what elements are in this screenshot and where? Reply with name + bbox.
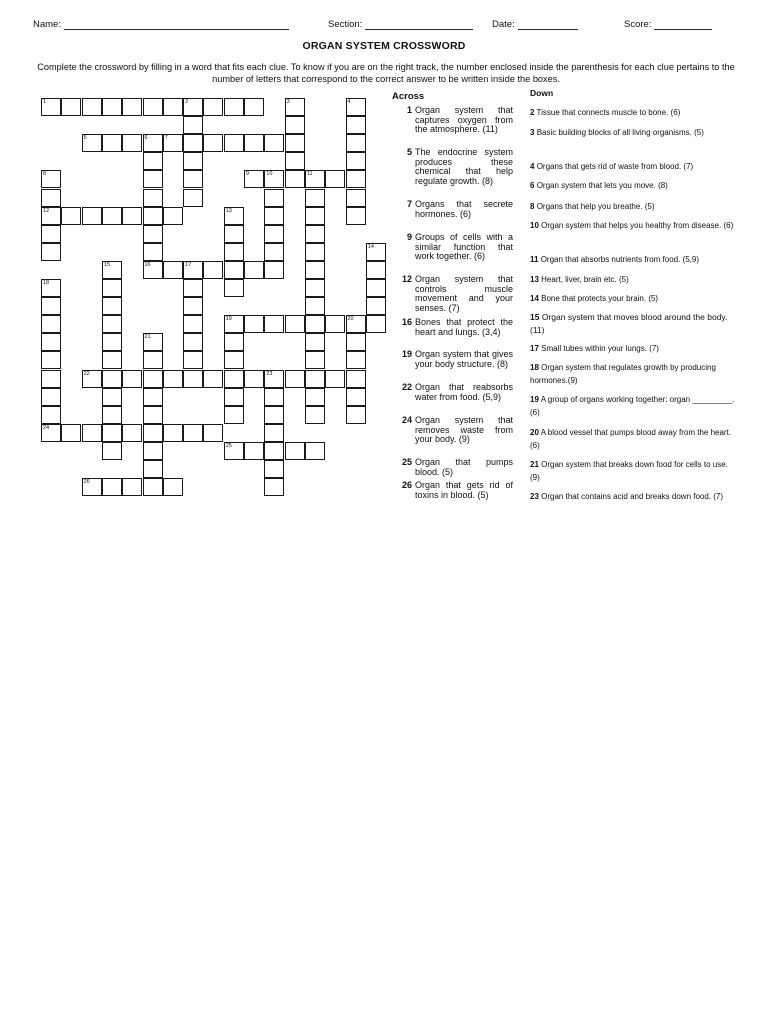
crossword-cell[interactable] bbox=[264, 207, 284, 225]
down-clue bbox=[530, 393, 738, 419]
crossword-cell[interactable] bbox=[41, 406, 61, 424]
clue-number: 4 bbox=[530, 162, 535, 171]
clue-text: Organ system that helps you healthy from disease. (6) bbox=[541, 221, 734, 230]
crossword-cell[interactable] bbox=[264, 225, 284, 243]
crossword-cell[interactable] bbox=[203, 98, 223, 116]
crossword-cell[interactable] bbox=[244, 315, 264, 333]
crossword-cell[interactable] bbox=[102, 424, 122, 442]
crossword-cell[interactable] bbox=[346, 406, 366, 424]
crossword-cell[interactable] bbox=[305, 279, 325, 297]
crossword-cell[interactable] bbox=[305, 351, 325, 369]
clue-number: 6 bbox=[530, 181, 535, 190]
down-clue bbox=[530, 200, 738, 213]
crossword-cell[interactable] bbox=[41, 170, 61, 188]
clue-number: 17 bbox=[530, 344, 539, 353]
name-label: Name: bbox=[33, 19, 61, 30]
clue-number: 12 bbox=[401, 274, 412, 284]
cell-number: 20 bbox=[347, 316, 354, 323]
cell-number: 10 bbox=[266, 171, 273, 178]
cell-number: 12 bbox=[43, 207, 50, 214]
clue-text: Organ system that captures oxygen from the atmosphere. (11) bbox=[415, 105, 513, 135]
crossword-cell[interactable] bbox=[41, 388, 61, 406]
clue-text: Organ that reabsorbs water from food. (5,9) bbox=[415, 382, 513, 402]
crossword-cell[interactable] bbox=[102, 98, 122, 116]
crossword-cell[interactable] bbox=[143, 424, 163, 442]
crossword-cell[interactable] bbox=[285, 134, 305, 152]
crossword-cell[interactable] bbox=[264, 170, 284, 188]
clue-text: Groups of cells with a similar function that work together. (6) bbox=[415, 232, 513, 262]
clue-text: Basic building blocks of all living organisms. (5) bbox=[536, 128, 704, 137]
clue-number: 21 bbox=[530, 460, 539, 469]
crossword-cell[interactable] bbox=[224, 279, 244, 297]
crossword-cell[interactable] bbox=[203, 261, 223, 279]
crossword-cell[interactable] bbox=[366, 279, 386, 297]
across-clue bbox=[396, 148, 513, 186]
crossword-cell[interactable] bbox=[285, 442, 305, 460]
crossword-cell[interactable] bbox=[102, 370, 122, 388]
crossword-cell[interactable] bbox=[102, 478, 122, 496]
crossword-cell[interactable] bbox=[244, 442, 264, 460]
crossword-cell[interactable] bbox=[224, 333, 244, 351]
clue-number: 26 bbox=[401, 480, 412, 490]
crossword-cell[interactable] bbox=[264, 442, 284, 460]
crossword-cell[interactable] bbox=[224, 134, 244, 152]
crossword-cell[interactable] bbox=[163, 134, 183, 152]
crossword-cell[interactable] bbox=[305, 333, 325, 351]
crossword-cell[interactable] bbox=[224, 406, 244, 424]
across-clue bbox=[396, 318, 513, 337]
crossword-cell[interactable] bbox=[244, 134, 264, 152]
crossword-cell[interactable] bbox=[305, 388, 325, 406]
down-clue bbox=[530, 292, 738, 305]
crossword-cell[interactable] bbox=[183, 424, 203, 442]
date-line[interactable] bbox=[518, 20, 578, 30]
crossword-cell[interactable] bbox=[41, 225, 61, 243]
crossword-cell[interactable] bbox=[183, 261, 203, 279]
crossword-cell[interactable] bbox=[305, 261, 325, 279]
cell-number: 6 bbox=[144, 135, 148, 142]
crossword-cell[interactable] bbox=[183, 134, 203, 152]
crossword-cell[interactable] bbox=[264, 315, 284, 333]
crossword-cell[interactable] bbox=[264, 424, 284, 442]
instructions: Complete the crossword by filling in a word that fits each clue. To know if you are on the right track, the number enclosed inside the parenthesis for each clue pertains to the number of letters that correspond to the correct answer to be written inside the boxes. bbox=[37, 62, 735, 84]
crossword-cell[interactable] bbox=[102, 279, 122, 297]
crossword-cell[interactable] bbox=[264, 189, 284, 207]
crossword-cell[interactable] bbox=[285, 116, 305, 134]
crossword-cell[interactable] bbox=[183, 116, 203, 134]
crossword-cell[interactable] bbox=[305, 243, 325, 261]
crossword-cell[interactable] bbox=[41, 279, 61, 297]
crossword-cell[interactable] bbox=[143, 207, 163, 225]
clue-text: Organ that contains acid and breaks down food. (7) bbox=[541, 492, 724, 501]
crossword-cell[interactable] bbox=[82, 98, 102, 116]
crossword-cell[interactable] bbox=[305, 370, 325, 388]
clue-text: Organ that absorbs nutrients from food. (5,9) bbox=[540, 255, 700, 264]
across-clue bbox=[396, 383, 513, 402]
cell-number: 14 bbox=[367, 243, 374, 250]
clue-text: Organ system that gives your body structure. (8) bbox=[415, 349, 513, 369]
crossword-cell[interactable] bbox=[325, 315, 345, 333]
across-clue bbox=[396, 106, 513, 135]
crossword-cell[interactable] bbox=[183, 98, 203, 116]
crossword-cell[interactable] bbox=[224, 388, 244, 406]
crossword-cell[interactable] bbox=[163, 261, 183, 279]
crossword-cell[interactable] bbox=[264, 478, 284, 496]
crossword-cell[interactable] bbox=[41, 189, 61, 207]
crossword-grid bbox=[0, 0, 390, 510]
clue-text: Organs that secrete hormones. (6) bbox=[415, 199, 513, 219]
across-clue bbox=[396, 233, 513, 262]
clue-text: A blood vessel that pumps blood away from the heart. (6) bbox=[530, 428, 732, 450]
date-field[interactable] bbox=[492, 19, 578, 30]
crossword-cell[interactable] bbox=[122, 478, 142, 496]
crossword-cell[interactable] bbox=[346, 116, 366, 134]
crossword-cell[interactable] bbox=[366, 297, 386, 315]
clue-number: 7 bbox=[406, 199, 412, 209]
crossword-cell[interactable] bbox=[143, 460, 163, 478]
clue-number: 22 bbox=[401, 382, 412, 392]
crossword-cell[interactable] bbox=[122, 207, 142, 225]
across-clue bbox=[396, 481, 513, 500]
crossword-cell[interactable] bbox=[346, 388, 366, 406]
crossword-cell[interactable] bbox=[224, 315, 244, 333]
crossword-cell[interactable] bbox=[285, 98, 305, 116]
cell-number: 21 bbox=[144, 334, 151, 341]
clue-text: A group of organs working together: organ _________. (6) bbox=[530, 395, 735, 417]
cell-number: 19 bbox=[225, 316, 232, 323]
down-clue bbox=[530, 342, 738, 355]
crossword-cell[interactable] bbox=[143, 333, 163, 351]
crossword-cell[interactable] bbox=[102, 261, 122, 279]
clue-number: 13 bbox=[530, 275, 539, 284]
crossword-cell[interactable] bbox=[346, 333, 366, 351]
clue-text: Tissue that connects muscle to bone. (6) bbox=[536, 108, 681, 117]
crossword-cell[interactable] bbox=[346, 189, 366, 207]
crossword-cell[interactable] bbox=[41, 333, 61, 351]
crossword-cell[interactable] bbox=[366, 315, 386, 333]
crossword-cell[interactable] bbox=[102, 406, 122, 424]
crossword-cell[interactable] bbox=[143, 152, 163, 170]
crossword-cell[interactable] bbox=[82, 370, 102, 388]
crossword-cell[interactable] bbox=[305, 207, 325, 225]
page-title: ORGAN SYSTEM CROSSWORD bbox=[302, 40, 466, 52]
crossword-cell[interactable] bbox=[41, 207, 61, 225]
crossword-cell[interactable] bbox=[183, 351, 203, 369]
clue-number: 25 bbox=[401, 457, 412, 467]
cell-number: 5 bbox=[83, 135, 87, 142]
crossword-cell[interactable] bbox=[102, 315, 122, 333]
crossword-cell[interactable] bbox=[102, 297, 122, 315]
clue-text: Organ that pumps blood. (5) bbox=[415, 457, 513, 477]
cell-number: 22 bbox=[83, 370, 90, 377]
clue-number: 11 bbox=[530, 255, 539, 264]
down-clue bbox=[530, 426, 738, 452]
cell-number: 16 bbox=[144, 261, 151, 268]
crossword-cell[interactable] bbox=[325, 170, 345, 188]
cell-number: 3 bbox=[286, 99, 290, 105]
clue-number: 18 bbox=[530, 363, 539, 372]
crossword-cell[interactable] bbox=[143, 388, 163, 406]
clue-number: 3 bbox=[530, 128, 535, 137]
crossword-cell[interactable] bbox=[305, 442, 325, 460]
clue-number: 10 bbox=[530, 221, 539, 230]
down-clue bbox=[530, 160, 738, 173]
crossword-cell[interactable] bbox=[264, 134, 284, 152]
crossword-cell[interactable] bbox=[264, 370, 284, 388]
across-heading: Across bbox=[392, 91, 425, 102]
crossword-cell[interactable] bbox=[285, 370, 305, 388]
crossword-cell[interactable] bbox=[41, 297, 61, 315]
crossword-cell[interactable] bbox=[163, 207, 183, 225]
crossword-cell[interactable] bbox=[143, 406, 163, 424]
crossword-cell[interactable] bbox=[224, 442, 244, 460]
crossword-cell[interactable] bbox=[102, 333, 122, 351]
clue-number: 5 bbox=[406, 147, 412, 157]
crossword-cell[interactable] bbox=[203, 134, 223, 152]
crossword-cell[interactable] bbox=[61, 207, 81, 225]
clue-text: Organs that help you breathe. (5) bbox=[536, 202, 655, 211]
cell-number: 1 bbox=[43, 99, 47, 105]
clue-text: Organ system that removes waste from your body. (9) bbox=[415, 415, 513, 445]
clue-text: Organ system that lets you move. (8) bbox=[536, 181, 668, 190]
clue-number: 19 bbox=[530, 395, 539, 404]
crossword-cell[interactable] bbox=[82, 478, 102, 496]
crossword-cell[interactable] bbox=[41, 243, 61, 261]
down-clue bbox=[530, 311, 740, 337]
crossword-cell[interactable] bbox=[346, 207, 366, 225]
crossword-cell[interactable] bbox=[82, 207, 102, 225]
crossword-cell[interactable] bbox=[203, 370, 223, 388]
crossword-cell[interactable] bbox=[183, 333, 203, 351]
date-label: Date: bbox=[492, 19, 515, 30]
cell-number: 24 bbox=[43, 424, 50, 431]
clue-text: The endocrine system produces these chemical that help regulate growth. (8) bbox=[415, 147, 513, 186]
crossword-cell[interactable] bbox=[163, 478, 183, 496]
crossword-cell[interactable] bbox=[183, 189, 203, 207]
crossword-cell[interactable] bbox=[183, 297, 203, 315]
cell-number: 17 bbox=[185, 261, 192, 268]
clue-number: 24 bbox=[401, 415, 412, 425]
crossword-cell[interactable] bbox=[346, 98, 366, 116]
crossword-cell[interactable] bbox=[224, 261, 244, 279]
crossword-cell[interactable] bbox=[224, 243, 244, 261]
cell-number: 15 bbox=[103, 261, 111, 268]
cell-number: 11 bbox=[306, 171, 313, 178]
across-clue bbox=[396, 416, 513, 445]
crossword-cell[interactable] bbox=[122, 134, 142, 152]
crossword-cell[interactable] bbox=[183, 370, 203, 388]
cell-number: 23 bbox=[266, 370, 273, 377]
crossword-cell[interactable] bbox=[61, 98, 81, 116]
crossword-cell[interactable] bbox=[305, 315, 325, 333]
section-label: Section: bbox=[328, 19, 363, 30]
clue-number: 1 bbox=[406, 105, 412, 115]
clue-text: Organ system that regulates growth by producing hormones.(9) bbox=[530, 363, 716, 385]
across-clue bbox=[396, 458, 513, 477]
down-heading: Down bbox=[530, 88, 554, 98]
down-clue bbox=[530, 126, 738, 139]
crossword-cell[interactable] bbox=[122, 98, 142, 116]
clue-text: Organ that gets rid of toxins in blood. (5) bbox=[415, 480, 513, 500]
crossword-cell[interactable] bbox=[163, 98, 183, 116]
crossword-cell[interactable] bbox=[346, 152, 366, 170]
crossword-cell[interactable] bbox=[82, 134, 102, 152]
crossword-cell[interactable] bbox=[183, 315, 203, 333]
crossword-cell[interactable] bbox=[183, 279, 203, 297]
down-clue bbox=[530, 179, 738, 192]
crossword-cell[interactable] bbox=[61, 424, 81, 442]
crossword-cell[interactable] bbox=[143, 370, 163, 388]
across-clue bbox=[396, 200, 513, 219]
crossword-cell[interactable] bbox=[143, 442, 163, 460]
down-clue bbox=[530, 458, 738, 484]
crossword-cell[interactable] bbox=[143, 478, 163, 496]
down-clue bbox=[530, 490, 738, 503]
cell-number: 18 bbox=[43, 280, 50, 286]
crossword-cell[interactable] bbox=[224, 351, 244, 369]
clue-text: Organ system that controls muscle movement and your senses. (7) bbox=[415, 274, 513, 313]
cell-number: 7 bbox=[164, 135, 168, 142]
crossword-cell[interactable] bbox=[305, 170, 325, 188]
crossword-cell[interactable] bbox=[102, 442, 122, 460]
crossword-cell[interactable] bbox=[366, 261, 386, 279]
clue-number: 9 bbox=[406, 232, 412, 242]
crossword-cell[interactable] bbox=[224, 225, 244, 243]
crossword-cell[interactable] bbox=[346, 315, 366, 333]
crossword-cell[interactable] bbox=[224, 370, 244, 388]
crossword-cell[interactable] bbox=[102, 351, 122, 369]
crossword-cell[interactable] bbox=[285, 152, 305, 170]
clue-text: Small tubes within your lungs. (7) bbox=[541, 344, 659, 353]
crossword-cell[interactable] bbox=[305, 297, 325, 315]
crossword-cell[interactable] bbox=[325, 370, 345, 388]
crossword-cell[interactable] bbox=[183, 152, 203, 170]
crossword-cell[interactable] bbox=[203, 424, 223, 442]
clue-number: 8 bbox=[530, 202, 535, 211]
crossword-cell[interactable] bbox=[102, 134, 122, 152]
crossword-cell[interactable] bbox=[264, 388, 284, 406]
across-clue bbox=[396, 350, 513, 369]
crossword-cell[interactable] bbox=[244, 170, 264, 188]
across-clue bbox=[396, 275, 513, 313]
score-label: Score: bbox=[624, 19, 652, 30]
crossword-cell[interactable] bbox=[285, 170, 305, 188]
clue-number: 23 bbox=[530, 492, 539, 501]
clue-text: Organ system that moves blood around the body. (11) bbox=[530, 312, 728, 335]
crossword-cell[interactable] bbox=[264, 460, 284, 478]
crossword-cell[interactable] bbox=[102, 207, 122, 225]
cell-number: 26 bbox=[83, 479, 90, 486]
clue-text: Bones that protect the heart and lungs. (3,4) bbox=[415, 317, 513, 337]
crossword-cell[interactable] bbox=[346, 134, 366, 152]
crossword-cell[interactable] bbox=[143, 98, 163, 116]
crossword-cell[interactable] bbox=[264, 406, 284, 424]
down-clue bbox=[530, 253, 738, 266]
clue-number: 2 bbox=[530, 108, 535, 117]
clue-text: Bone that protects your brain. (5) bbox=[541, 294, 659, 303]
crossword-cell[interactable] bbox=[143, 261, 163, 279]
crossword-cell[interactable] bbox=[143, 243, 163, 261]
clue-number: 20 bbox=[530, 428, 539, 437]
crossword-cell[interactable] bbox=[244, 370, 264, 388]
cell-number: 25 bbox=[225, 442, 232, 449]
crossword-cell[interactable] bbox=[143, 134, 163, 152]
crossword-cell[interactable] bbox=[224, 98, 244, 116]
crossword-cell[interactable] bbox=[305, 225, 325, 243]
crossword-cell[interactable] bbox=[305, 189, 325, 207]
cell-number: 8 bbox=[43, 171, 47, 178]
crossword-cell[interactable] bbox=[41, 351, 61, 369]
crossword-cell[interactable] bbox=[122, 370, 142, 388]
crossword-cell[interactable] bbox=[122, 424, 142, 442]
crossword-cell[interactable] bbox=[244, 261, 264, 279]
crossword-cell[interactable] bbox=[346, 351, 366, 369]
crossword-cell[interactable] bbox=[143, 225, 163, 243]
clue-number: 14 bbox=[530, 294, 539, 303]
crossword-cell[interactable] bbox=[143, 351, 163, 369]
cell-number: 4 bbox=[347, 99, 351, 105]
crossword-cell[interactable] bbox=[163, 424, 183, 442]
clue-text: Organ system that breaks down food for cells to use. (9) bbox=[530, 460, 728, 482]
crossword-cell[interactable] bbox=[41, 315, 61, 333]
clue-number: 15 bbox=[530, 312, 540, 322]
clue-number: 16 bbox=[401, 317, 412, 327]
crossword-cell[interactable] bbox=[163, 370, 183, 388]
clue-text: Heart, liver, brain etc. (5) bbox=[541, 275, 629, 284]
crossword-cell[interactable] bbox=[346, 370, 366, 388]
crossword-cell[interactable] bbox=[41, 370, 61, 388]
down-clue bbox=[530, 273, 738, 286]
crossword-cell[interactable] bbox=[366, 243, 386, 261]
crossword-cell[interactable] bbox=[244, 98, 264, 116]
down-clue bbox=[530, 106, 738, 119]
cell-number: 2 bbox=[185, 99, 189, 105]
crossword-cell[interactable] bbox=[346, 170, 366, 188]
crossword-cell[interactable] bbox=[102, 388, 122, 406]
clue-number: 19 bbox=[401, 349, 412, 359]
crossword-cell[interactable] bbox=[264, 261, 284, 279]
crossword-cell[interactable] bbox=[41, 424, 61, 442]
crossword-cell[interactable] bbox=[82, 424, 102, 442]
crossword-cell[interactable] bbox=[143, 189, 163, 207]
cell-number: 9 bbox=[246, 171, 250, 178]
score-field[interactable] bbox=[624, 19, 712, 30]
crossword-cell[interactable] bbox=[183, 170, 203, 188]
down-clue bbox=[530, 361, 738, 387]
crossword-cell[interactable] bbox=[143, 170, 163, 188]
crossword-cell[interactable] bbox=[224, 207, 244, 225]
crossword-cell[interactable] bbox=[285, 315, 305, 333]
crossword-cell[interactable] bbox=[41, 98, 61, 116]
down-clue bbox=[530, 219, 738, 232]
crossword-cell[interactable] bbox=[264, 243, 284, 261]
crossword-cell[interactable] bbox=[305, 406, 325, 424]
score-line[interactable] bbox=[654, 20, 712, 30]
cell-number: 13 bbox=[225, 207, 232, 214]
clue-text: Organs that gets rid of waste from blood. (7) bbox=[536, 162, 694, 171]
